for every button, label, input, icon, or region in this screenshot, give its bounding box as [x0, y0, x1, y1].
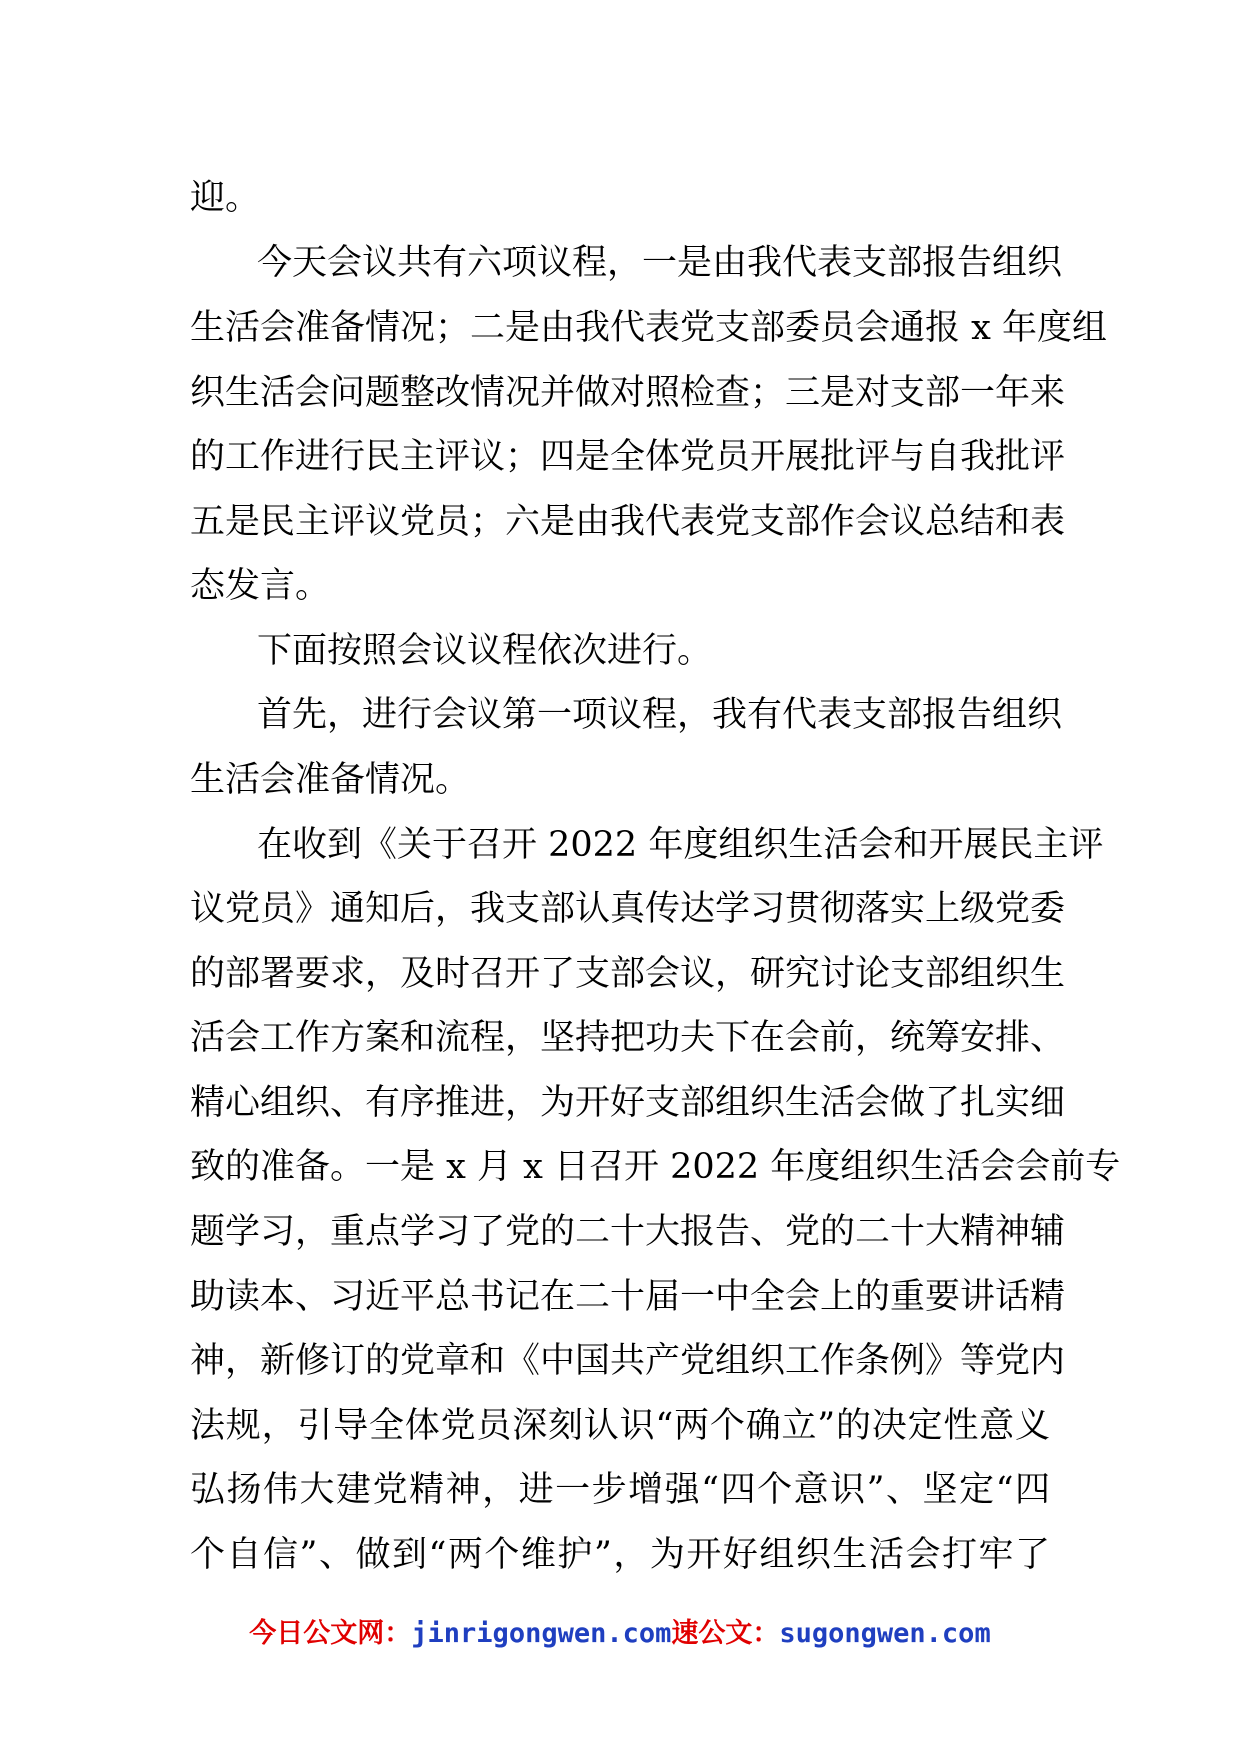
text-line-12: 议党员》通知后，我支部认真传达学习贯彻落实上级党委	[190, 889, 1066, 929]
text-line-22: 个自信”、做到“两个维护”，为开好组织生活会打牢了	[190, 1535, 1050, 1575]
text-line-3: 生活会准备情况；二是由我代表党支部委员会通报 x 年度组	[190, 308, 1107, 348]
text-line-9: 首先，进行会议第一项议程，我有代表支部报告组织	[257, 695, 1063, 735]
text-line-18: 助读本、习近平总书记在二十届一中全会上的重要讲话精	[190, 1277, 1066, 1317]
text-line-16: 致的准备。一是 x 月 x 日召开 2022 年度组织生活会会前专	[190, 1147, 1121, 1187]
text-line-14: 活会工作方案和流程，坚持把功夫下在会前，统筹安排、	[190, 1018, 1066, 1058]
text-line-19: 神，新修订的党章和《中国共产党组织工作条例》等党内	[190, 1341, 1066, 1381]
footer-link-sugongwen[interactable]: sugongwen.com	[779, 1618, 991, 1649]
text-line-6: 五是民主评议党员；六是由我代表党支部作会议总结和表	[190, 502, 1066, 542]
text-line-5: 的工作进行民主评议；四是全体党员开展批评与自我批评	[190, 437, 1066, 477]
footer-label-sugongwen: 速公文：	[671, 1618, 780, 1649]
text-line-7: 态发言。	[190, 566, 331, 606]
text-line-10: 生活会准备情况。	[190, 760, 471, 800]
text-line-20: 法规，引导全体党员深刻认识“两个确立”的决定性意义	[190, 1406, 1050, 1446]
text-line-15: 精心组织、有序推进，为开好支部组织生活会做了扎实细	[190, 1083, 1066, 1123]
text-line-8: 下面按照会议议程依次进行。	[257, 631, 713, 671]
text-line-2: 今天会议共有六项议程，一是由我代表支部报告组织	[257, 243, 1063, 283]
text-line-11: 在收到《关于召开 2022 年度组织生活会和开展民主评	[257, 825, 1104, 865]
text-line-21: 弘扬伟大建党精神，进一步增强“四个意识”、坚定“四	[190, 1470, 1050, 1510]
footer-label-site: 今日公文网：	[249, 1618, 412, 1649]
footer-watermark	[0, 1612, 1240, 1656]
footer-link-jinrigongwen[interactable]: jinrigongwen.com	[411, 1618, 672, 1649]
text-line-13: 的部署要求，及时召开了支部会议，研究讨论支部组织生	[190, 954, 1066, 994]
text-line-1: 迎。	[190, 178, 261, 218]
text-line-17: 题学习，重点学习了党的二十大报告、党的二十大精神辅	[190, 1212, 1066, 1252]
text-line-4: 织生活会问题整改情况并做对照检查；三是对支部一年来	[190, 373, 1066, 413]
